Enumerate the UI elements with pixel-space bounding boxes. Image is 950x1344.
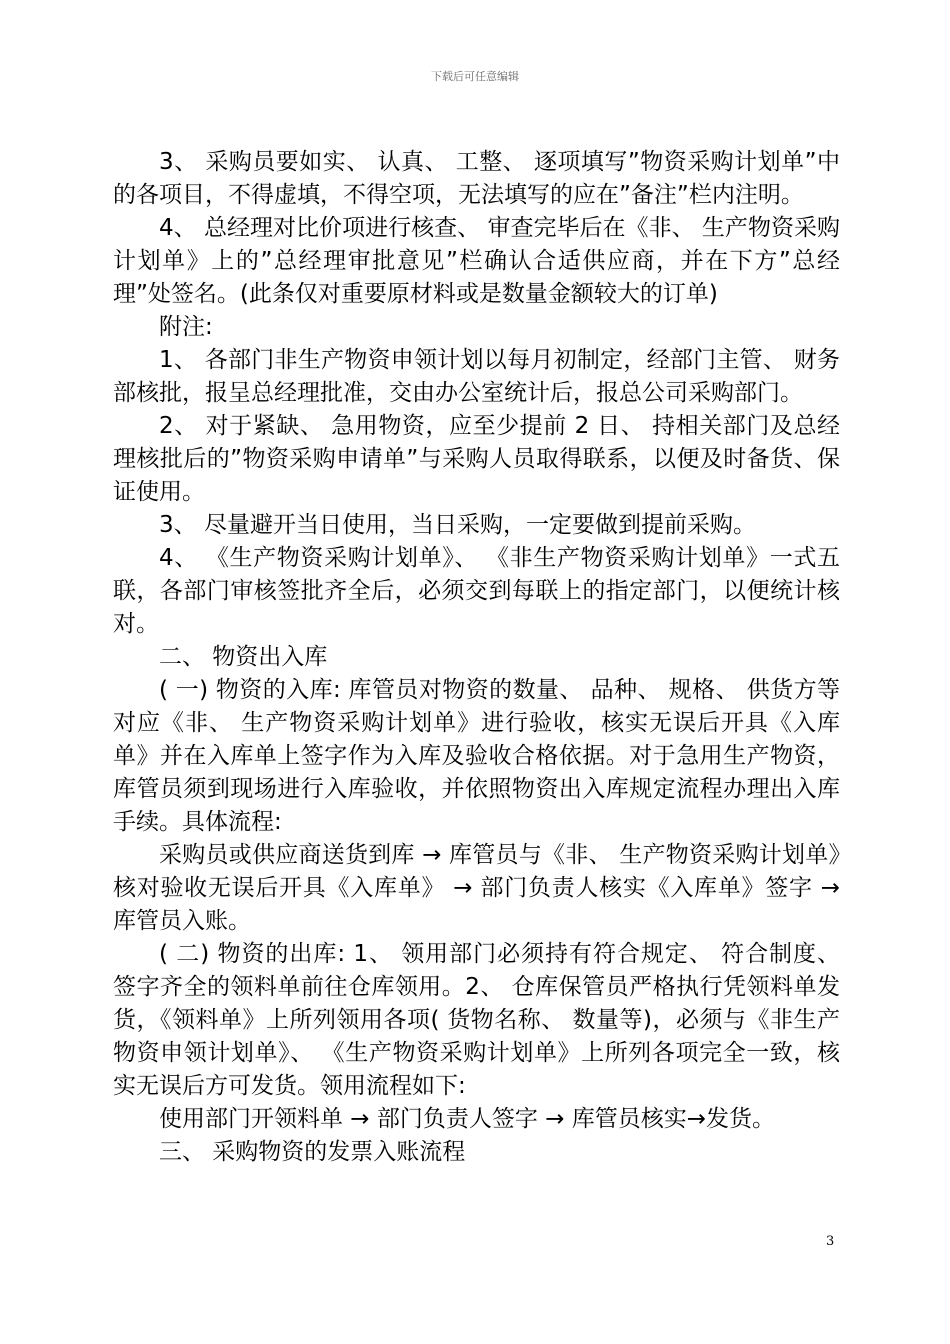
flow-description: 使用部门开领料单 → 部门负责人签字 → 库管员核实→发货。: [159, 1106, 776, 1132]
paragraph: ( 二) 物资的出库: 1、 领用部门必须持有符合规定、 符合制度、 签字齐全的领料单前往仓库领用。2、 仓库保管员严格执行凭领料单发货，《领料单》上所列领用各项( 货物名称、 数量等)，必须与《非生产物资申领计划单》、 《生产物资采购计划单》上所列各项完全一致，核实无误后方可发货。领用流程如下:: [113, 941, 840, 1099]
paragraph: 3、 尽量避开当日使用，当日采购，一定要做到提前采购。: [159, 512, 756, 538]
section-heading: 附注:: [159, 314, 213, 340]
page-header-note: 下载后可任意编辑: [431, 70, 519, 83]
flow-description: 采购员或供应商送货到库 → 库管员与《非、 生产物资采购计划单》核对验收无误后开具《入库单》 → 部门负责人核实《入库单》签字 → 库管员入账。: [113, 842, 840, 934]
paragraph: ( 一) 物资的入库: 库管员对物资的数量、 品种、 规格、 供货方等对应《非、 生产物资采购计划单》进行验收，核实无误后开具《入库单》并在入库单上签字作为入库及验收合格依据。对于急用生产物资，库管员须到现场进行入库验收，并依照物资出入库规定流程办理出入库手续。具体流程:: [113, 677, 840, 835]
section-heading: 二、 物资出入库: [159, 644, 328, 670]
paragraph: 1、 各部门非生产物资申领计划以每月初制定，经部门主管、 财务部核批，报呈总经理批准，交由办公室统计后，报总公司采购部门。: [113, 347, 840, 406]
page-number: 3: [826, 1234, 835, 1249]
document-body: [113, 146, 840, 1169]
paragraph: 4、 总经理对比价项进行核查、 审查完毕后在《非、 生产物资采购计划单》上的”总经理审批意见”栏确认合适供应商，并在下方”总经理”处签名。(此条仅对重要原材料或是数量金额较大的订单): [113, 215, 840, 307]
paragraph: 4、 《生产物资采购计划单》、 《非生产物资采购计划单》一式五联，各部门审核签批齐全后，必须交到每联上的指定部门，以便统计核对。: [113, 545, 840, 637]
section-heading: 三、 采购物资的发票入账流程: [159, 1139, 466, 1165]
paragraph: 3、 采购员要如实、 认真、 工整、 逐项填写”物资采购计划单”中的各项目，不得虚填，不得空项，无法填写的应在”备注”栏内注明。: [113, 149, 840, 208]
paragraph: 2、 对于紧缺、 急用物资，应至少提前 2 日、 持相关部门及总经理核批后的”物资采购申请单”与采购人员取得联系，以便及时备货、保证使用。: [113, 413, 840, 505]
